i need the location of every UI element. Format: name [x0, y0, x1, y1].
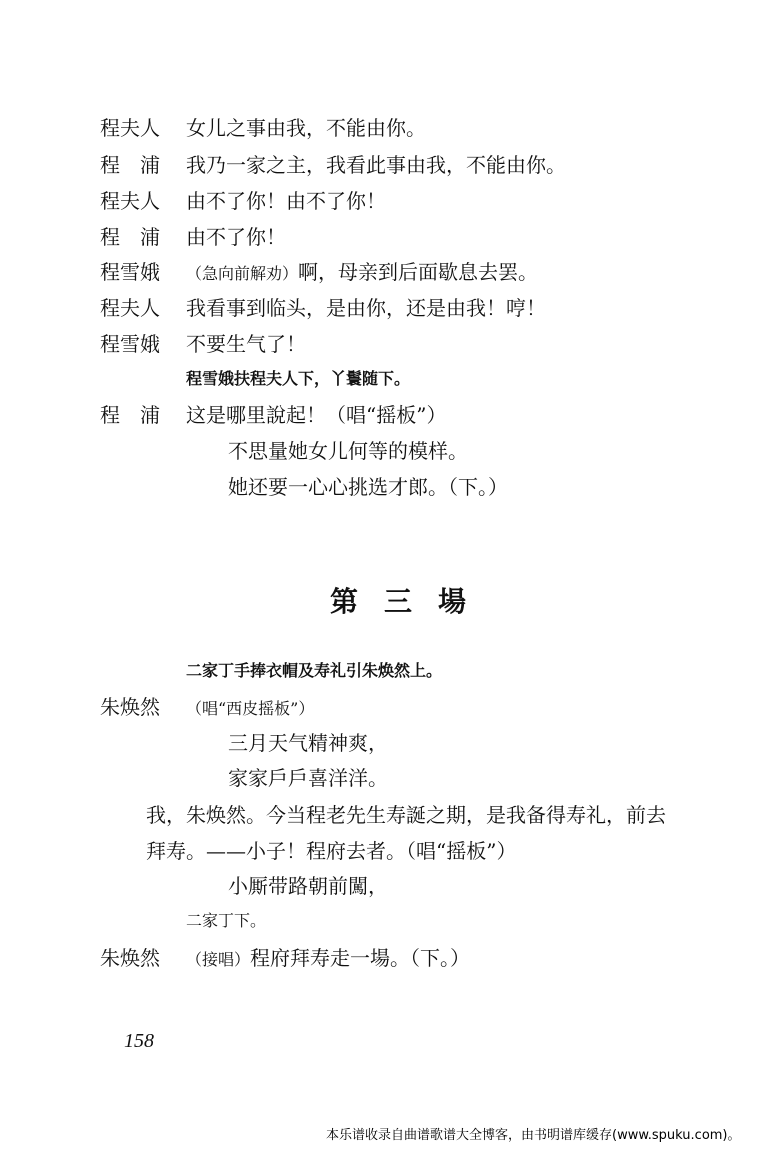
speaker-name: 朱焕然 [100, 946, 160, 970]
stage-direction-inline: （唱“西皮摇板”） [186, 699, 315, 718]
speaker-name: 程夫人 [100, 296, 160, 320]
speaker-name: 程 浦 [100, 403, 160, 427]
stage-direction: 二家丁下。 [186, 911, 267, 930]
prose-line: 我，朱焕然。今当程老先生寿誕之期，是我备得寿礼，前去 [146, 803, 666, 827]
dialogue-text: 我乃一家之主，我看此事由我，不能由你。 [186, 153, 566, 177]
dialogue-text-body: 程府拜寿走一場。（下。） [250, 946, 471, 970]
dialogue-text: 这是哪里說起！（唱“摇板”） [186, 403, 447, 427]
footer-watermark: 本乐谱收录自曲谱歌谱大全博客，由书明谱库缓存(www.spuku.com)。 [326, 1128, 741, 1143]
speaker-name: 程夫人 [100, 189, 160, 213]
dialogue-text: 女儿之事由我，不能由你。 [186, 116, 426, 140]
dialogue-text [186, 259, 538, 287]
stage-direction-inline: （急向前解劝） [186, 264, 299, 283]
stage-direction: 二家丁手捧衣帽及寿礼引朱焕然上。 [186, 661, 443, 680]
dialogue-text: 由不了你！由不了你！ [186, 189, 386, 213]
verse-line: 家家戶戶喜洋洋。 [228, 766, 388, 790]
dialogue-text: 不要生气了！ [186, 332, 306, 356]
verse-line: 她还要一心心挑选才郎。（下。） [228, 475, 508, 499]
stage-direction: 程雪娥扶程夫人下，丫鬟随下。 [186, 369, 411, 388]
scene-title: 第三場 [330, 585, 493, 618]
dialogue-text: 由不了你！ [186, 225, 286, 249]
stage-direction-inline: （接唱） [186, 950, 251, 969]
verse-line: 不思量她女儿何等的模样。 [228, 439, 468, 463]
speaker-name: 程雪娥 [100, 332, 160, 356]
verse-line: 三月天气精神爽， [228, 731, 388, 755]
speaker-name: 朱焕然 [100, 695, 160, 719]
dialogue-text-body: 啊，母亲到后面歇息去罢。 [298, 260, 539, 284]
speaker-name: 程雪娥 [100, 260, 160, 284]
verse-line: 小厮带路朝前闖， [228, 874, 388, 898]
dialogue-text [186, 945, 470, 973]
speaker-name: 程 浦 [100, 225, 160, 249]
speaker-name: 程夫人 [100, 116, 160, 140]
speaker-name: 程 浦 [100, 153, 160, 177]
page-number: 158 [124, 1030, 154, 1052]
prose-line: 拜寿。——小子！程府去者。（唱“摇板”） [146, 839, 517, 863]
dialogue-text: 我看事到临头，是由你，还是由我！哼！ [186, 296, 546, 320]
